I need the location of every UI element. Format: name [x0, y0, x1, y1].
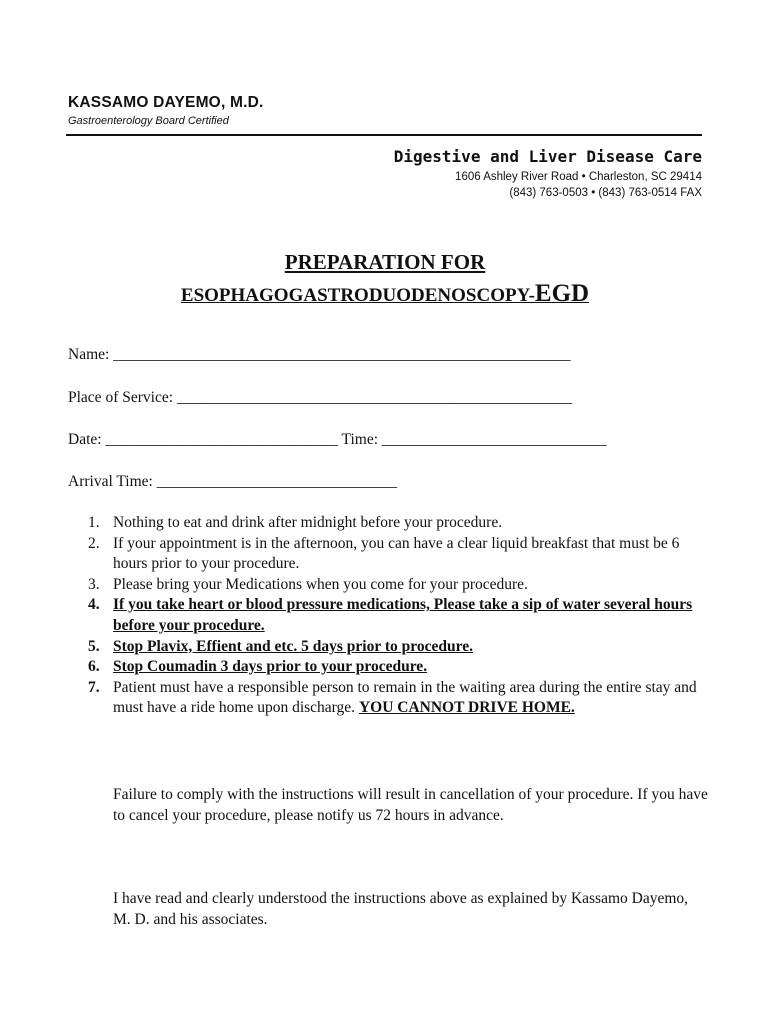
place-of-service-field: Place of Service: ___________________________________________________ — [68, 389, 573, 406]
acknowledgement-statement: I have read and clearly understood the instructions above as explained by Kassamo Dayemo, M. D. and his associates. — [113, 890, 689, 928]
instruction-item — [68, 575, 708, 596]
instruction-number: 4. — [88, 596, 100, 614]
instruction-text: Stop Plavix, Effient and etc. 5 days prior to procedure. — [113, 637, 473, 655]
title-line-2 — [0, 280, 770, 308]
title-line-1: PREPARATION FOR — [284, 250, 486, 274]
failure-notice: Failure to comply with the instructions will result in cancellation of your procedure. If you have to cancel your procedure, please notify us 72 hours in advance. — [113, 786, 708, 824]
instruction-number: 2. — [88, 534, 100, 552]
instruction-text: Patient must have a responsible person to remain in the waiting area during the entire stay and must have a ride home upon discharge. — [113, 678, 697, 717]
instruction-item — [68, 637, 708, 658]
practice-contact — [455, 169, 702, 201]
instruction-item — [68, 595, 708, 636]
doctor-name: KASSAMO DAYEMO, M.D. — [68, 94, 264, 111]
instruction-item — [68, 678, 708, 719]
title-abbreviation: EGD — [534, 280, 590, 307]
instruction-item — [68, 513, 708, 534]
instruction-emphasis: YOU CANNOT DRIVE HOME. — [358, 699, 575, 717]
board-certification: Gastroenterology Board Certified — [68, 115, 229, 127]
practice-address: 1606 Ashley River Road • Charleston, SC 29414 — [455, 171, 702, 183]
instruction-text: Stop Coumadin 3 days prior to your procedure. — [113, 658, 428, 676]
instruction-item — [68, 534, 708, 575]
date-time-field: Date: ______________________________ Time: _____________________________ — [68, 431, 607, 448]
practice-phones: (843) 763-0503 • (843) 763-0514 FAX — [509, 187, 702, 199]
instruction-text: If your appointment is in the afternoon, you can have a clear liquid breakfast that must be 6 hours prior to your procedure. — [113, 534, 680, 573]
instruction-list — [68, 513, 708, 719]
instruction-number: 6. — [88, 658, 100, 676]
header-divider — [66, 134, 702, 136]
name-field: Name: ___________________________________________________________ — [68, 346, 571, 363]
instruction-text: If you take heart or blood pressure medications, Please take a sip of water several hours before your procedure. — [113, 596, 693, 634]
instruction-text: Please bring your Medications when you come for your procedure. — [113, 575, 528, 593]
instruction-number: 3. — [88, 575, 100, 593]
instruction-item — [68, 657, 708, 678]
instruction-number: 1. — [88, 514, 100, 531]
title-procedure: ESOPHAGOGASTRODUODENOSCOPY- — [180, 285, 535, 306]
arrival-time-field: Arrival Time: _______________________________ — [68, 473, 397, 490]
instruction-text: Nothing to eat and drink after midnight before your procedure. — [113, 514, 503, 531]
instruction-number: 5. — [88, 637, 100, 655]
instruction-number: 7. — [88, 678, 100, 696]
practice-name: Digestive and Liver Disease Care — [393, 147, 702, 166]
